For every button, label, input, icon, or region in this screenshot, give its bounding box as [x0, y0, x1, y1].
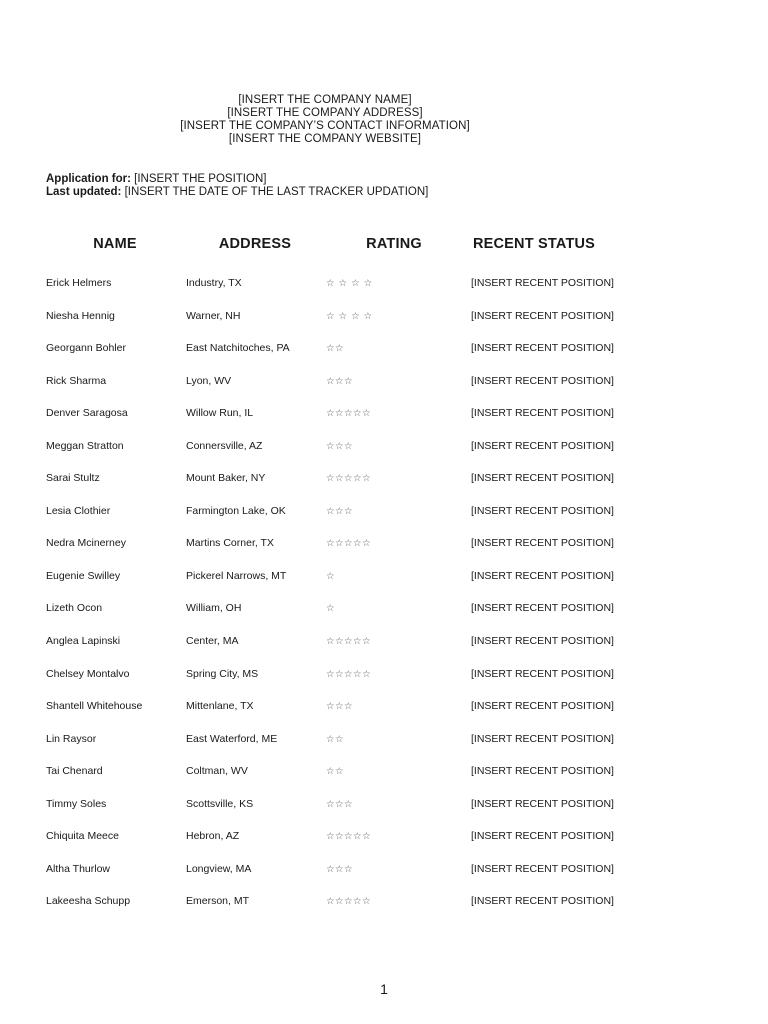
- applicant-status: [INSERT RECENT POSITION]: [471, 667, 614, 680]
- applicant-name: Chelsey Montalvo: [46, 667, 130, 680]
- application-meta: [46, 173, 428, 199]
- applicant-address: East Waterford, ME: [186, 732, 278, 745]
- table-row: [0, 570, 768, 603]
- table-row: [0, 375, 768, 408]
- company-website: [INSERT THE COMPANY WEBSITE]: [228, 133, 422, 145]
- applicant-rating: ☆☆☆☆☆: [326, 473, 372, 485]
- applicant-address: Scottsville, KS: [186, 797, 254, 810]
- applicant-address: Lyon, WV: [186, 374, 232, 387]
- company-header: [0, 94, 650, 146]
- table-row: [0, 830, 768, 863]
- applicant-rating: ☆: [326, 603, 336, 615]
- table-row: [0, 798, 768, 831]
- applicant-status: [INSERT RECENT POSITION]: [471, 765, 614, 778]
- applicant-address: William, OH: [186, 602, 242, 615]
- applicant-name: Lin Raysor: [46, 732, 97, 745]
- table-row: [0, 700, 768, 733]
- applicant-name: Eugenie Swilley: [46, 569, 121, 582]
- column-header-address: ADDRESS: [218, 236, 292, 252]
- applicant-name: Sarai Stultz: [46, 472, 100, 485]
- updated-value: [INSERT THE DATE OF THE LAST TRACKER UPDATION]: [121, 186, 429, 198]
- applicant-status: [INSERT RECENT POSITION]: [471, 700, 614, 713]
- applicant-name: Lesia Clothier: [46, 504, 111, 517]
- applicant-status: [INSERT RECENT POSITION]: [471, 862, 614, 875]
- applicant-status: [INSERT RECENT POSITION]: [471, 602, 614, 615]
- applicant-address: Spring City, MS: [186, 667, 259, 680]
- applicant-rating: ☆☆☆☆☆: [326, 896, 372, 908]
- applicant-table-body: [0, 277, 768, 928]
- table-row: [0, 895, 768, 928]
- applicant-address: Industry, TX: [186, 277, 242, 289]
- applicant-name: Georgann Bohler: [46, 342, 126, 355]
- company-contact: [INSERT THE COMPANY’S CONTACT INFORMATION]: [180, 120, 470, 132]
- applicant-rating: ☆☆☆: [326, 863, 354, 875]
- applicant-address: Connersville, AZ: [186, 439, 263, 452]
- applicant-rating: ☆☆☆☆☆: [326, 831, 372, 843]
- applicant-status: [INSERT RECENT POSITION]: [471, 537, 614, 550]
- applicant-address: Willow Run, IL: [186, 407, 254, 420]
- applicant-rating: ☆☆: [326, 733, 345, 745]
- applicant-rating: ☆☆☆☆☆: [326, 636, 372, 648]
- table-row: [0, 505, 768, 538]
- table-row: [0, 635, 768, 668]
- applicant-status: [INSERT RECENT POSITION]: [471, 374, 614, 387]
- applicant-rating: ☆☆☆: [326, 440, 354, 452]
- column-header-rating: RATING: [366, 236, 422, 252]
- applicant-rating: ☆☆☆☆☆: [326, 538, 372, 550]
- applicant-status: [INSERT RECENT POSITION]: [471, 309, 614, 322]
- column-header-status: RECENT STATUS: [472, 236, 596, 252]
- applicant-status: [INSERT RECENT POSITION]: [471, 277, 614, 289]
- applicant-address: Farmington Lake, OK: [186, 504, 286, 517]
- applicant-rating: ☆☆☆☆☆: [326, 408, 372, 420]
- table-row: [0, 342, 768, 375]
- updated-label: Last updated:: [46, 186, 122, 198]
- table-row: [0, 277, 768, 310]
- application-line: [46, 173, 428, 186]
- applicant-status: [INSERT RECENT POSITION]: [471, 342, 614, 355]
- applicant-name: Shantell Whitehouse: [46, 700, 143, 713]
- applicant-rating: ☆☆☆: [326, 798, 354, 810]
- applicant-rating: ☆: [326, 570, 336, 582]
- application-label: Application for:: [46, 173, 131, 185]
- applicant-address: Martins Corner, TX: [186, 537, 274, 550]
- applicant-status: [INSERT RECENT POSITION]: [471, 439, 614, 452]
- applicant-name: Timmy Soles: [46, 797, 107, 810]
- applicant-rating: ☆☆: [326, 343, 345, 355]
- applicant-status: [INSERT RECENT POSITION]: [471, 472, 614, 485]
- application-value: [INSERT THE POSITION]: [130, 173, 267, 185]
- table-row: [0, 863, 768, 896]
- page-number: 1: [380, 981, 388, 997]
- applicant-address: Pickerel Narrows, MT: [186, 569, 287, 582]
- applicant-address: Mount Baker, NY: [186, 472, 266, 485]
- applicant-status: [INSERT RECENT POSITION]: [471, 569, 614, 582]
- applicant-address: East Natchitoches, PA: [186, 342, 290, 355]
- applicant-name: Erick Helmers: [46, 277, 112, 289]
- applicant-rating: ☆☆☆: [326, 701, 354, 713]
- applicant-name: Chiquita Meece: [46, 830, 119, 843]
- table-row: [0, 765, 768, 798]
- applicant-address: Warner, NH: [186, 309, 241, 322]
- applicant-address: Center, MA: [186, 635, 239, 648]
- applicant-name: Lizeth Ocon: [46, 602, 103, 615]
- applicant-rating: ☆ ☆ ☆ ☆: [326, 310, 373, 322]
- applicant-status: [INSERT RECENT POSITION]: [471, 797, 614, 810]
- table-header-row: [0, 236, 768, 256]
- applicant-name: Niesha Hennig: [46, 309, 115, 322]
- table-row: [0, 602, 768, 635]
- applicant-status: [INSERT RECENT POSITION]: [471, 635, 614, 648]
- applicant-name: Anglea Lapinski: [46, 635, 121, 648]
- applicant-name: Rick Sharma: [46, 374, 107, 387]
- table-row: [0, 310, 768, 343]
- updated-line: [46, 186, 428, 199]
- company-address: [INSERT THE COMPANY ADDRESS]: [227, 107, 423, 119]
- applicant-status: [INSERT RECENT POSITION]: [471, 895, 614, 908]
- applicant-name: Tai Chenard: [46, 765, 103, 778]
- applicant-rating: ☆☆☆: [326, 505, 354, 517]
- applicant-status: [INSERT RECENT POSITION]: [471, 504, 614, 517]
- table-row: [0, 407, 768, 440]
- table-row: [0, 472, 768, 505]
- applicant-address: Mittenlane, TX: [186, 700, 254, 713]
- applicant-status: [INSERT RECENT POSITION]: [471, 830, 614, 843]
- applicant-status: [INSERT RECENT POSITION]: [471, 407, 614, 420]
- applicant-name: Meggan Stratton: [46, 439, 124, 452]
- table-row: [0, 733, 768, 766]
- applicant-address: Coltman, WV: [186, 765, 248, 778]
- applicant-name: Lakeesha Schupp: [46, 895, 131, 908]
- column-header-name: NAME: [93, 236, 137, 252]
- applicant-rating: ☆☆: [326, 766, 345, 778]
- applicant-address: Hebron, AZ: [186, 830, 240, 843]
- table-row: [0, 537, 768, 570]
- company-name: [INSERT THE COMPANY NAME]: [238, 94, 412, 106]
- table-row: [0, 668, 768, 701]
- applicant-name: Denver Saragosa: [46, 407, 128, 420]
- applicant-rating: ☆☆☆☆☆: [326, 668, 372, 680]
- applicant-name: Altha Thurlow: [46, 862, 111, 875]
- applicant-status: [INSERT RECENT POSITION]: [471, 732, 614, 745]
- applicant-rating: ☆ ☆ ☆ ☆: [326, 278, 373, 289]
- table-row: [0, 440, 768, 473]
- applicant-name: Nedra Mcinerney: [46, 537, 126, 550]
- applicant-address: Emerson, MT: [186, 895, 250, 908]
- applicant-address: Longview, MA: [186, 862, 252, 875]
- applicant-rating: ☆☆☆: [326, 375, 354, 387]
